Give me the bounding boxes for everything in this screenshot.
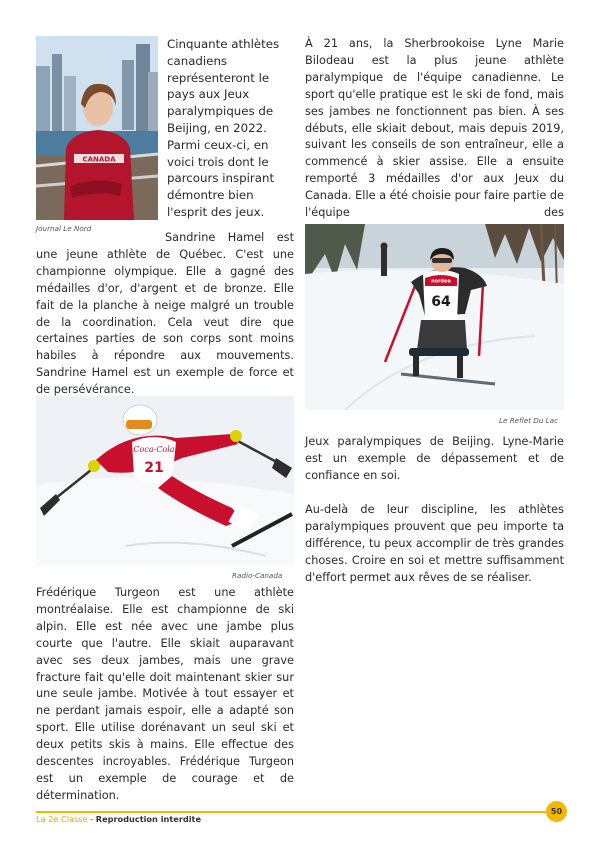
footer-divider: [36, 811, 546, 813]
frederique-turgeon-paragraph: Frédérique Turgeon est une athlète montréalaise. Elle est championne de ski alpin. Elle est née avec une jambe plus courte que l'autre. Elle skiait auparavant avec ses deux jambes, mais une grave fracture fait qu'elle doit maintenant skier sur une seule jambe. Motivée à tout essayer et ne perdant jamais espoir, elle a adapté son sport. Elle utilise dorénavant un seul ski et deux petits skis à mains. Elle effectue des descentes incroyables. Frédérique Turgeon est un exemple de courage et de détermination.: [36, 586, 294, 802]
photo-frederique-turgeon: [36, 396, 294, 566]
photo-lyne-marie-bilodeau: [305, 224, 564, 410]
conclusion-paragraph: Au-delà de leur discipline, les athlètes paralympiques prouvent que peu importe ta différence, tu peux accomplir de très grandes choses. Croire en soi et mettre suffisamment d'effort permet aux rêves de se réaliser.: [305, 503, 564, 584]
page-number: 50: [546, 801, 567, 822]
caption-le-reflet-du-lac: Le Reflet Du Lac: [499, 416, 559, 425]
caption-journal-le-nord: Journal Le Nord: [36, 224, 92, 233]
intro-paragraph: Cinquante athlètes canadiens représenteront le pays aux Jeux paralympiques de Beijing, en 2022. Parmi ceux-ci, en voici trois dont le parcours inspirant démontre bien l'esprit des jeux.: [167, 37, 280, 219]
caption-radio-canada: Radio-Canada: [232, 571, 283, 580]
footer-reproduction-notice: Reproduction interdite: [95, 814, 202, 824]
footer-separator: -: [87, 814, 96, 824]
bib-brand-text: Coca-Cola: [133, 445, 175, 454]
lyne-marie-bilodeau-paragraph: À 21 ans, la Sherbrookoise Lyne Marie Bilodeau est la plus jeune athlète paralympique de l'équipe canadienne. Le sport qu'elle pratique est le ski de fond, mais ses jambes ne fonctionnent pas bien. À ses débuts, elle skiait debout, mais depuis 2019, suivant les conseils de son entraîneur, elle a commencé à skier assise. Elle a ensuite remporté 3 médailles d'or aux Jeux du Canada. Elle a été choisie pour faire partie de l'équipe des: [305, 37, 564, 220]
bib-number-photo3: 64: [431, 294, 451, 310]
bib-brand-photo3: nordea: [431, 278, 451, 285]
sandrine-hamel-paragraph: Sandrine Hamel est une jeune athlète de Québec. C'est une championne olympique. Elle a gagné des médailles d'or, d'argent et de bronze. Elle fait de la planche à neige malgré un trouble de la coordination. Cela veut dire que certaines parties de son corps sont moins habiles à répondre aux mouvements. Sandrine Hamel est un exemple de force et de persévérance.: [36, 231, 294, 397]
jacket-text: CANADA: [82, 155, 116, 164]
photo-sandrine-hamel: [36, 36, 158, 220]
lyne-marie-continuation: Jeux paralympiques de Beijing. Lyne-Marie est un exemple de dépassement et de confiance en soi.: [305, 435, 564, 482]
bib-number-photo2: 21: [144, 460, 164, 476]
footer-brand: La 2e Classe: [36, 814, 88, 824]
footer-notice: [36, 814, 201, 824]
